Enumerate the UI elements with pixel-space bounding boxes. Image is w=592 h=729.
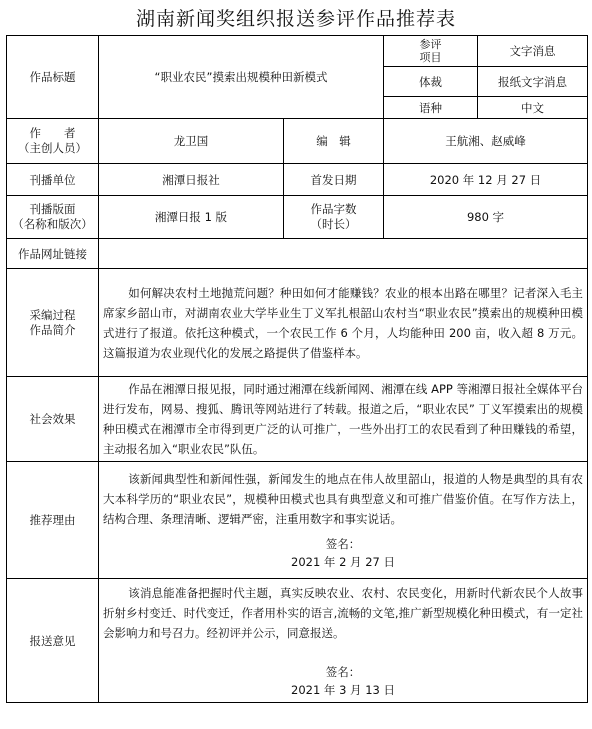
opinion-text: 该消息能准备把握时代主题，真实反映农业、农村、农民变化，用新时代新农民个人故事折射乡村变迁、时代变迁，作者用朴实的语言,流畅的文笔,推广新型规模化种田模式，有一定社会影响力和号召力。经初评并公示，同意报送。 签名： 2021 年 3 月 13 日 (99, 579, 588, 703)
work-title-value: “职业农民”摸索出规模种田新模式 (99, 36, 384, 119)
language-label: 语种 (384, 97, 478, 119)
reason-text: 该新闻典型性和新闻性强，新闻发生的地点在伟人故里韶山，报道的人物是典型的具有农大本科学历的“职业农民”，规模种田模式也具有典型意义和可推广借鉴价值。在写作方法上，结构合理、条理清晰、逻辑严密，注重用数字和事实说话。 签名： 2021 年 2 月 27 日 (99, 462, 588, 579)
first-pub-label: 首发日期 (284, 164, 384, 196)
summary-label: 采编过程 作品简介 (7, 269, 99, 377)
genre-label: 体裁 (384, 67, 478, 97)
author-label: 作 者 （主创人员） (7, 119, 99, 164)
effect-text: 作品在湘潭日报见报，同时通过湘潭在线新闻网、湘潭在线 APP 等湘潭日报社全媒体平台进行发布，网易、搜狐、腾讯等网站进行了转载。报道之后，“职业农民” 丁义军摸索出的规模种田模式在湘潭市全市得到更广泛的认可推广，一些外出打工的农民看到了种田赚钱的希望，主动报名加入“职业农民”队伍。 (99, 377, 588, 462)
url-label: 作品网址链接 (7, 239, 99, 269)
author-value: 龙卫国 (99, 119, 284, 164)
publisher-value: 湘潭日报社 (99, 164, 284, 196)
effect-label: 社会效果 (7, 377, 99, 462)
publisher-label: 刊播单位 (7, 164, 99, 196)
language-value: 中文 (478, 97, 588, 119)
editor-value: 王航湘、赵威峰 (384, 119, 588, 164)
work-title-label: 作品标题 (7, 36, 99, 119)
word-count-value: 980 字 (384, 196, 588, 239)
summary-text: 如何解决农村土地抛荒问题？种田如何才能赚钱？农业的根本出路在哪里？记者深入毛主席家乡韶山市，对湖南农业大学毕业生丁义军扎根韶山农村当“职业农民”摸索出的规模种田模式进行了报道。依托这种模式，一个农民工作 6 个月，人均能种田 200 亩，收入超 8 万元。这篇报道为农业现代化的发展之路提供了借鉴样本。 (99, 269, 588, 377)
genre-value: 报纸文字消息 (478, 67, 588, 97)
category-value: 文字消息 (478, 36, 588, 67)
reason-label: 推荐理由 (7, 462, 99, 579)
page-value: 湘潭日报 1 版 (99, 196, 284, 239)
editor-label: 编 辑 (284, 119, 384, 164)
form-title: 湖南新闻奖组织报送参评作品推荐表 (135, 8, 456, 30)
opinion-sign-label: 签名： (325, 665, 361, 679)
recommendation-form (6, 35, 588, 703)
category-label: 参评项目 (384, 36, 478, 67)
reason-sign-label: 签名： (325, 537, 361, 551)
page-label: 刊播版面 （名称和版次） (7, 196, 99, 239)
word-count-label: 作品字数 （时长） (284, 196, 384, 239)
first-pub-value: 2020 年 12 月 27 日 (384, 164, 588, 196)
opinion-label: 报送意见 (7, 579, 99, 703)
reason-date: 2021 年 2 月 27 日 (291, 555, 395, 569)
opinion-date: 2021 年 3 月 13 日 (291, 683, 395, 697)
url-value[interactable] (99, 239, 588, 269)
